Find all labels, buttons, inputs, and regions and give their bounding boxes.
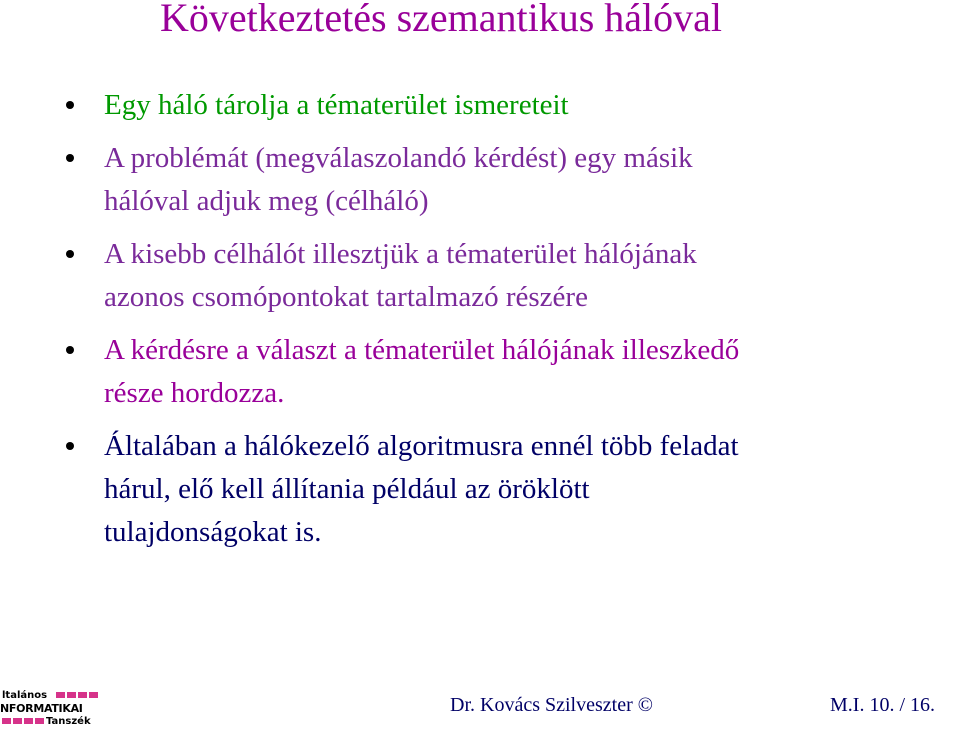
bullet-item: [0, 425, 960, 554]
logo-square-icon: [35, 718, 44, 724]
logo-line-3: Tanszék: [46, 716, 91, 727]
bullet-list: [0, 84, 960, 556]
bullet-dot-icon: [66, 101, 74, 109]
logo-square-icon: [78, 692, 87, 698]
bullet-text: Egy háló tárolja a tématerület ismereteit: [104, 89, 569, 121]
bullet-item: [0, 329, 960, 415]
bullet-item: [0, 84, 960, 127]
bullet-text: A kisebb célhálót illesztjük a tématerület hálójának azonos csomópontokat tartalmazó részére: [104, 238, 697, 313]
department-logo: [0, 690, 110, 730]
logo-square-icon: [13, 718, 22, 724]
logo-square-icon: [24, 718, 33, 724]
footer-author: Dr. Kovács Szilveszter ©: [450, 694, 653, 716]
bullet-item: [0, 233, 960, 319]
slide-title: Következtetés szemantikus hálóval: [160, 0, 723, 40]
logo-square-icon: [67, 692, 76, 698]
logo-square-icon: [2, 718, 11, 724]
bullet-dot-icon: [66, 346, 74, 354]
footer-page-number: M.I. 10. / 16.: [830, 694, 935, 716]
bullet-text: Általában a hálókezelő algoritmusra ennél több feladat hárul, elő kell állítania például az öröklött tulajdonságokat is.: [104, 430, 739, 548]
bullet-dot-icon: [66, 442, 74, 450]
bullet-dot-icon: [66, 154, 74, 162]
logo-line-2: NFORMATIKAI: [0, 702, 83, 715]
bullet-dot-icon: [66, 250, 74, 258]
bullet-text: A problémát (megválaszolandó kérdést) egy másik hálóval adjuk meg (célháló): [104, 142, 693, 217]
logo-square-icon: [56, 692, 65, 698]
bullet-item: [0, 137, 960, 223]
bullet-text: A kérdésre a választ a tématerület hálójának illeszkedő része hordozza.: [104, 334, 740, 409]
logo-line-1: ltalános: [2, 690, 48, 701]
logo-square-icon: [89, 692, 98, 698]
